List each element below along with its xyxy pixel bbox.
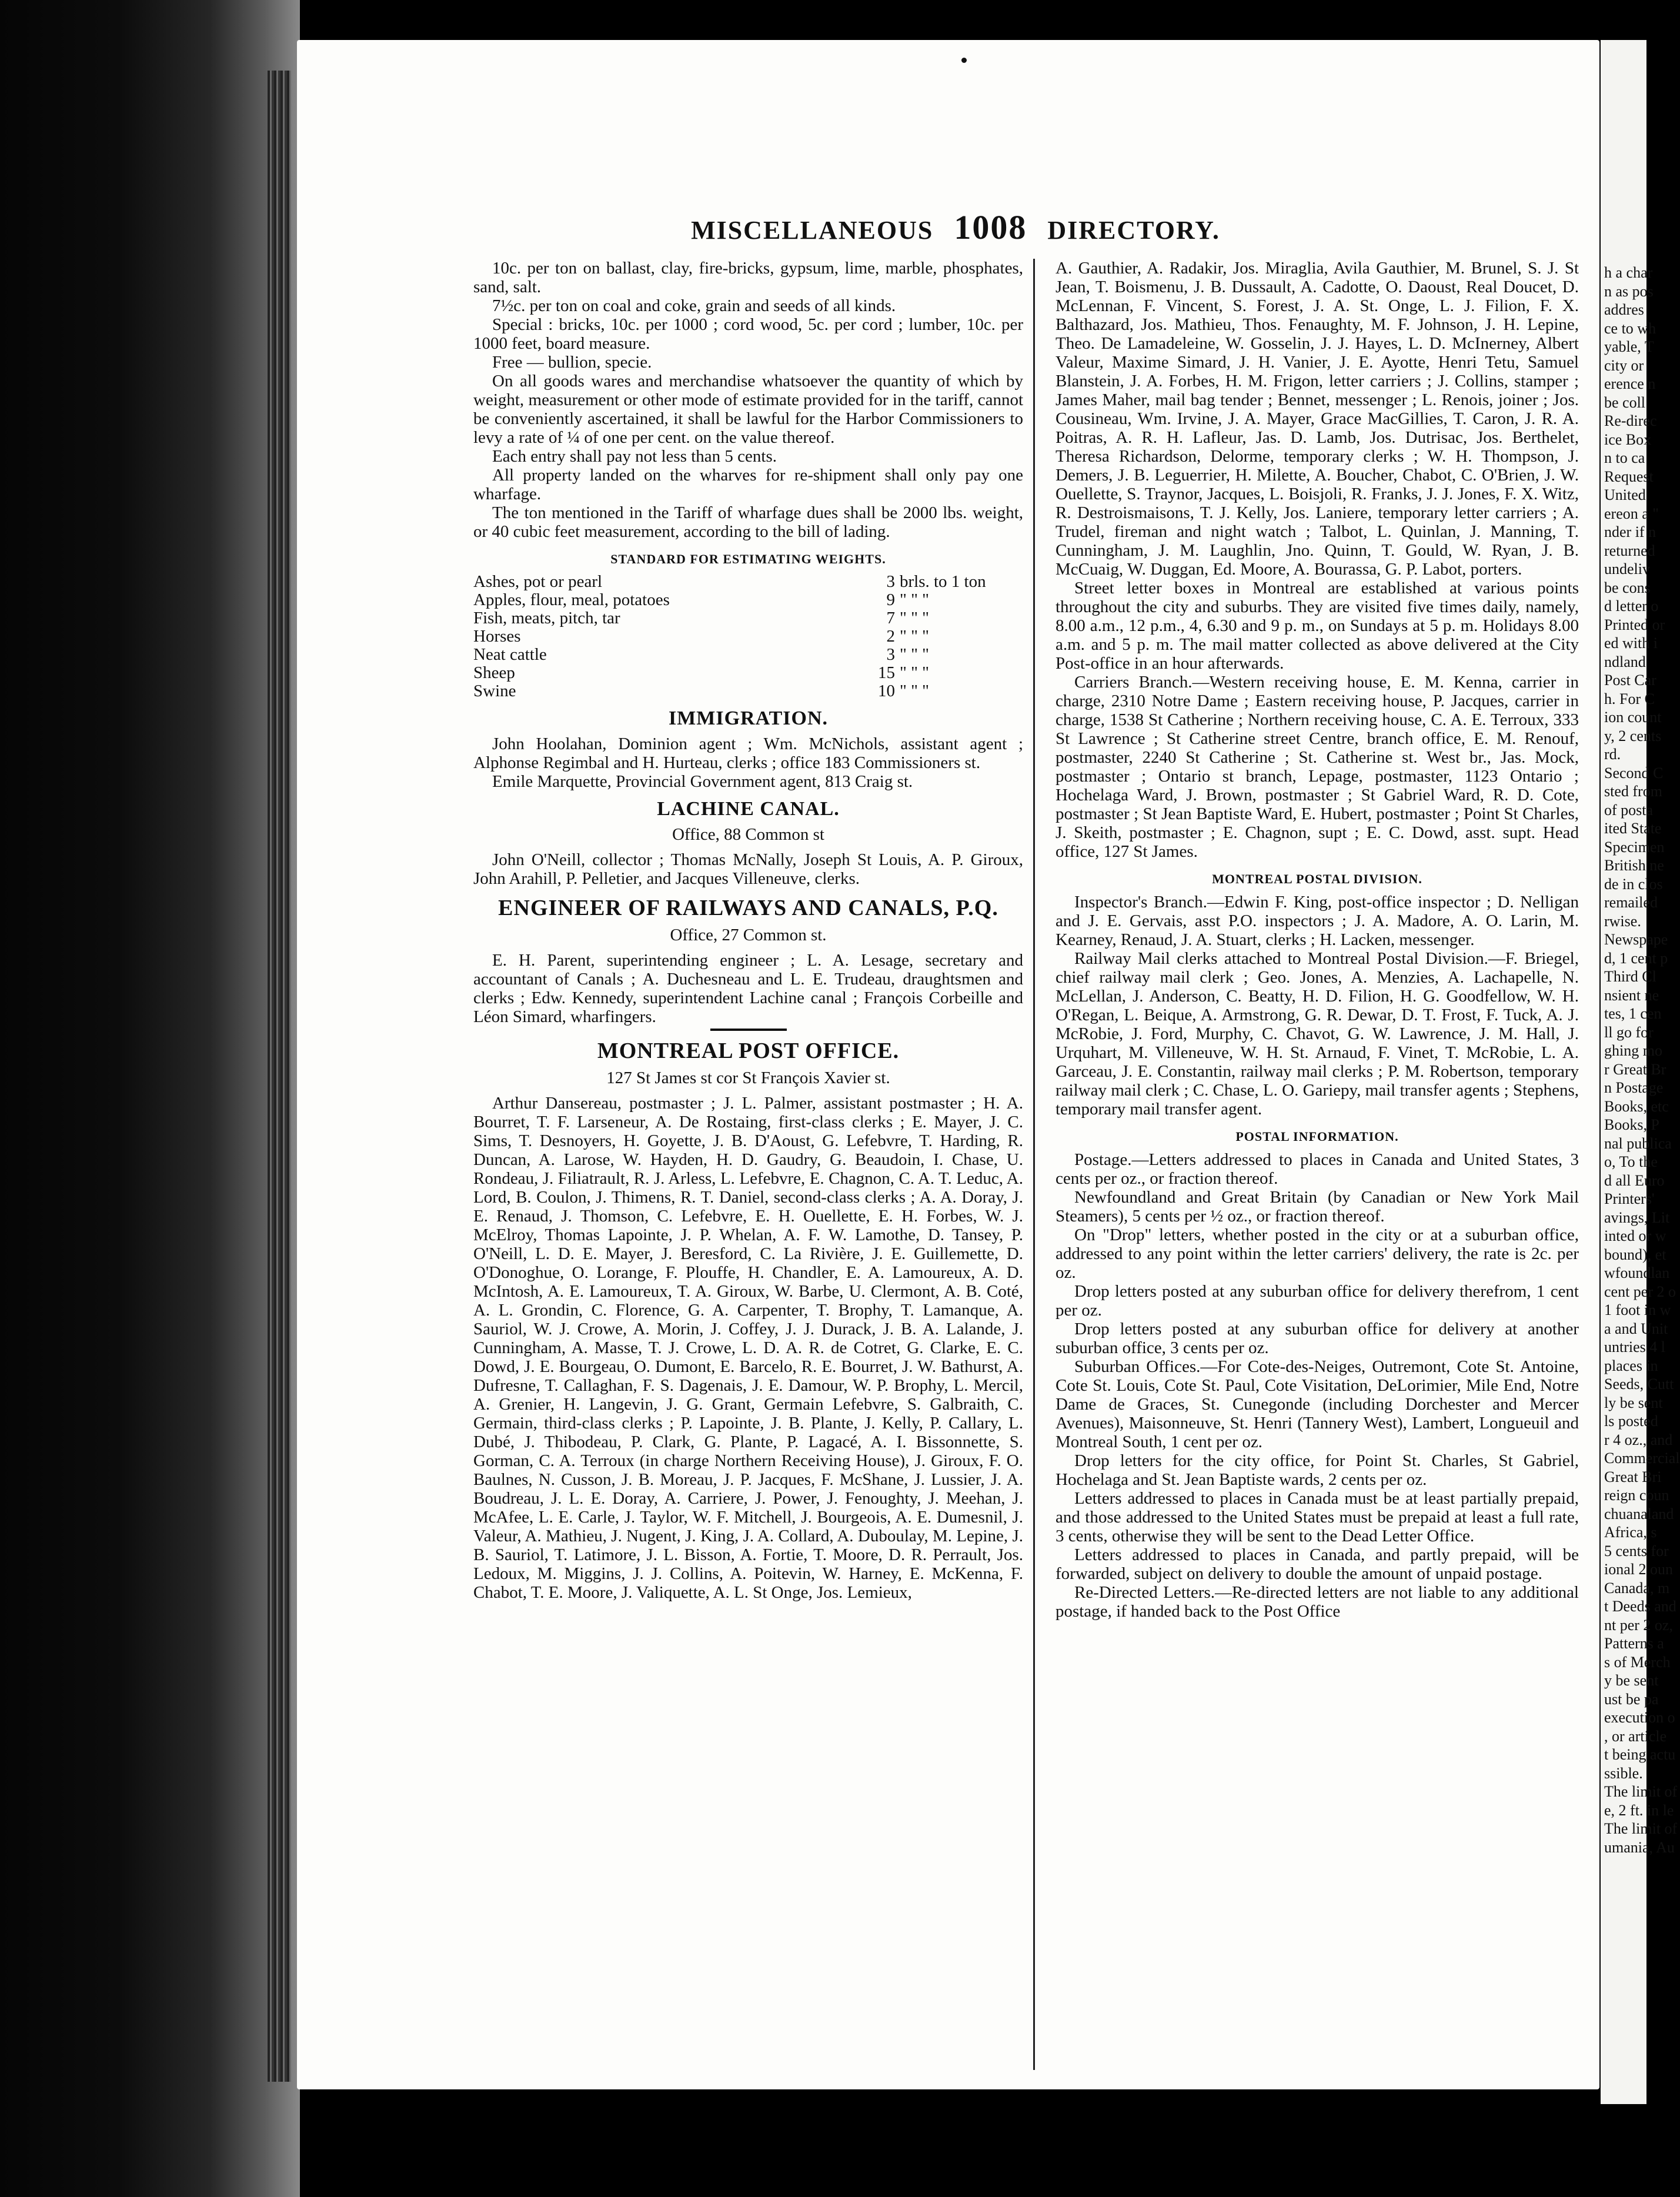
next-page-fragment: remailed: [1604, 894, 1658, 911]
ink-dot: [961, 58, 967, 63]
postal-info: Letters addressed to places in Canada, and partly prepaid, will be forwarded, subject on delivery to double the amount of unpaid postage.: [1056, 1545, 1579, 1583]
postal-info: Drop letters posted at any suburban office for delivery at another suburban office, 3 cents per oz.: [1056, 1320, 1579, 1357]
weight-unit: " " ": [900, 627, 930, 646]
next-page-fragment: The limit of: [1604, 1820, 1678, 1837]
tariff-line: All property landed on the wharves for re-shipment shall only pay one wharfage.: [473, 466, 1023, 503]
weight-value: 2: [886, 627, 895, 646]
weight-value: 3: [886, 645, 895, 664]
weight-item: Horses: [473, 627, 521, 646]
weights-row: [473, 573, 1023, 591]
weight-value: 7: [886, 609, 895, 627]
next-page-fragment: Request: [1604, 468, 1654, 485]
next-page-fragment: The limit of: [1604, 1783, 1678, 1800]
weight-unit: " " ": [900, 590, 930, 609]
weight-value: 3: [886, 572, 895, 591]
next-page-fragment: yable, T: [1604, 338, 1654, 355]
next-page-fragment: ust be pa: [1604, 1690, 1659, 1708]
right-column: [1056, 259, 1579, 1621]
next-page-fragment: y, 2 cents: [1604, 727, 1662, 744]
tariff-line: Special : bricks, 10c. per 1000 ; cord wood, 5c. per cord ; lumber, 10c. per 1000 feet, board measure.: [473, 315, 1023, 353]
lachine-heading: LACHINE CANAL.: [657, 798, 840, 820]
page-header: [456, 208, 1455, 247]
weight-unit: " " ": [900, 663, 930, 682]
postal-info: Postage.—Letters addressed to places in Canada and United States, 3 cents per oz., or fraction thereof.: [1056, 1150, 1579, 1188]
section-rule: [710, 1029, 787, 1031]
next-page-fragment: Printed or: [1604, 616, 1665, 633]
next-page-fragment: o, To the: [1604, 1153, 1658, 1170]
next-page-fragment: Post Car: [1604, 672, 1656, 689]
next-page-fragment: ereon a ": [1604, 505, 1659, 522]
next-page-fragment: bound), et: [1604, 1246, 1666, 1263]
weight-item: Ashes, pot or pearl: [473, 572, 603, 591]
next-page-fragment: Second C: [1604, 764, 1664, 782]
lachine-entry: John O'Neill, collector ; Thomas McNally, Joseph St Louis, A. P. Giroux, John Arahill, P. Pelletier, and Jacques Villeneuve, clerks.: [473, 850, 1023, 888]
next-page-fragment: sted from: [1604, 783, 1662, 800]
weight-value: 10: [878, 682, 895, 700]
tariff-line: The ton mentioned in the Tariff of wharfage dues shall be 2000 lbs. weight, or 40 cubic feet measurement, according to the bill of lading.: [473, 503, 1023, 541]
postal-info: Drop letters for the city office, for Point St. Charles, St Gabriel, Hochelaga and St. Jean Baptiste wards, 2 cents per oz.: [1056, 1451, 1579, 1489]
next-page-fragment: r 4 oz., and: [1604, 1431, 1673, 1448]
next-page-fragment: ssible.: [1604, 1764, 1643, 1782]
weight-item: Neat cattle: [473, 645, 547, 664]
next-page-fragment: d all Euro: [1604, 1171, 1665, 1189]
inspector-branch: Inspector's Branch.—Edwin F. King, post-office inspector ; D. Nelligan and J. E. Gervais, asst P.O. inspectors ; J. A. Madore, A. O. Larin, M. Kearney, Renaud, J. A. Stuart, clerks ; H. Lacken, messenger.: [1056, 893, 1579, 949]
next-page-fragment: cent per 2 o: [1604, 1283, 1676, 1300]
next-page-top-margin: [1601, 40, 1646, 263]
next-page-fragment: Books, etc: [1604, 1097, 1669, 1115]
book-binding: [0, 0, 300, 2197]
weights-row: [473, 591, 1023, 609]
next-page-fragment: umania, Au: [1604, 1838, 1675, 1856]
tariff-line: 7½c. per ton on coal and coke, grain and seeds of all kinds.: [492, 296, 896, 315]
next-page-fragment: n as pos: [1604, 282, 1654, 300]
post-office-heading: MONTREAL POST OFFICE.: [597, 1039, 900, 1063]
next-page-fragment: inted or w: [1604, 1227, 1666, 1244]
weight-item: Fish, meats, pitch, tar: [473, 609, 620, 627]
next-page-fragment: tes, 1 cen: [1604, 1005, 1662, 1022]
next-page-fragment: ly be sent: [1604, 1394, 1663, 1411]
next-page-fragment: of posta: [1604, 801, 1654, 819]
weight-item: Swine: [473, 682, 516, 700]
next-page-fragment: e, 2 ft. in le: [1604, 1801, 1674, 1819]
weight-item: Sheep: [473, 663, 515, 682]
weight-unit: brls. to 1 ton: [900, 572, 986, 591]
next-page-fragment: nsient ne: [1604, 986, 1659, 1004]
binding-edge: [268, 71, 291, 2082]
next-page-fragment: d, 1 cent p: [1604, 949, 1668, 967]
postal-info: Suburban Offices.—For Cote-des-Neiges, Outremont, Cote St. Antoine, Cote St. Louis, Cote St. Paul, Cote Visitation, DeLorimier, Mile End, Notre Dame de Graces, St. Cunegonde (including Dorchester and Mercer Avenues), Maisonneuve, St. Henri (Tannery West), Lambert, Longueuil and Montreal South, 1 cent per oz.: [1056, 1357, 1579, 1451]
next-page-fragment: avings, Lit: [1604, 1208, 1670, 1226]
next-page-fragment: returned: [1604, 542, 1655, 559]
next-page-fragment: rd.: [1604, 746, 1621, 763]
next-page-fragment: ce to wh: [1604, 319, 1656, 337]
engineer-office: Office, 27 Common st.: [670, 926, 827, 944]
next-page-fragment: erence n: [1604, 375, 1656, 392]
next-page-fragment: Printers': [1604, 1190, 1655, 1207]
postal-info: Re-Directed Letters.—Re-directed letters are not liable to any additional postage, if handed back to the Post Office: [1056, 1583, 1579, 1621]
weight-value: 15: [878, 663, 895, 682]
next-page-fragment: d letter o: [1604, 597, 1659, 615]
next-page-fragment: t being actu: [1604, 1746, 1676, 1763]
post-office-address: 127 St James st cor St François Xavier st.: [606, 1069, 890, 1087]
weights-row: [473, 646, 1023, 664]
next-page-fragment: Africa, s: [1604, 1524, 1657, 1541]
postal-info-heading: POSTAL INFORMATION.: [1235, 1129, 1399, 1144]
next-page-fragment: rwise.: [1604, 912, 1641, 930]
next-page-fragment: ll go for: [1604, 1023, 1654, 1041]
next-page-fragment: Seeds, Cutt: [1604, 1375, 1674, 1393]
postal-info: Newfoundland and Great Britain (by Canadian or New York Mail Steamers), 5 cents per ½ oz., or fraction thereof.: [1056, 1188, 1579, 1226]
next-page-fragment: de in clos: [1604, 875, 1663, 893]
next-page-fragment: Canada, m: [1604, 1579, 1670, 1597]
left-column: [473, 259, 1023, 1602]
next-page-fragment: h. For C: [1604, 690, 1655, 707]
next-page-edge: [1601, 40, 1680, 2104]
weights-heading: STANDARD FOR ESTIMATING WEIGHTS.: [610, 552, 886, 566]
weight-value: 9: [886, 590, 895, 609]
postal-info: On "Drop" letters, whether posted in the city or at a suburban office, addressed to any point within the letter carriers' delivery, the rate is 2c. per oz.: [1056, 1226, 1579, 1282]
postal-info: Drop letters posted at any suburban office for delivery therefrom, 1 cent per oz.: [1056, 1282, 1579, 1320]
next-page-fragment: places in: [1604, 1357, 1658, 1374]
immigration-entry: Emile Marquette, Provincial Government agent, 813 Craig st.: [492, 772, 913, 791]
next-page-fragment: ice Box: [1604, 430, 1652, 448]
column-divider: [1033, 259, 1035, 2070]
lachine-office: Office, 88 Common st: [672, 825, 824, 844]
next-page-fragment: y be sent: [1604, 1672, 1659, 1689]
next-page-fragment: Newspape: [1604, 931, 1668, 948]
next-page-fragment: ls posted: [1604, 1413, 1658, 1430]
next-page-fragment: British ne: [1604, 857, 1664, 874]
weights-row: [473, 682, 1023, 700]
next-page-fragment: r Great Br: [1604, 1060, 1666, 1078]
tariff-line: Each entry shall pay not less than 5 cents.: [492, 447, 777, 466]
weights-row: [473, 664, 1023, 682]
carriers-branch: Carriers Branch.—Western receiving house, E. M. Kenna, carrier in charge, 2310 Notre Dame ; Eastern receiving house, P. Jacques, carrier in charge, 1538 St Catherine ; Northern receiving house, C. A. E. Terroux, 333 St Lawrence ; St Catherine street Centre, branch office, E. M. Renouf, postmaster, 2240 St Catherine ; St. Catherine st. West br., Jas. Mock, postmaster ; Ontario st branch, Lepage, postmaster, 1123 Ontario ; Hochelaga Ward, J. Brown, postmaster ; St Gabriel Ward, R. D. Cote, postmaster ; St Jean Baptiste Ward, E. Hubert, postmaster ; Point St Charles, J. Skeith, postmaster ; E. Chagnon, supt ; E. C. Dowd, asst. supt. Head office, 127 St James.: [1056, 673, 1579, 861]
next-page-fragment: ghing mo: [1604, 1042, 1662, 1059]
next-page-fragment: United: [1604, 486, 1646, 503]
tariff-line: Free — bullion, specie.: [492, 353, 652, 372]
weight-unit: " " ": [900, 682, 930, 700]
next-page-fragment: n Postage: [1604, 1079, 1664, 1096]
postal-info: Letters addressed to places in Canada must be at least partially prepaid, and those addressed to the United States must be prepaid at least a full rate, 3 cents, otherwise they will be sent to the Dead Letter Office.: [1056, 1489, 1579, 1545]
next-page-fragment: addres: [1604, 301, 1644, 318]
railway-mail-clerks: Railway Mail clerks attached to Montreal Postal Division.—F. Briegel, chief railway mail clerk ; Geo. Jones, A. Menzies, A. Lachapelle, N. McLellan, J. Anderson, C. Beatty, H. D. Filion, H. G. Goodfellow, W. H. O'Regan, L. Beique, A. Armstrong, G. R. Dewar, D. T. Frost, F. Tuck, A. J. McRobie, J. Ford, Murphy, C. Chavot, G. W. Lawrence, J. M. Hall, J. Urquhart, M. Villeneuve, W. H. St. Arnaud, F. Vinet, T. McRobie, L. A. Garceau, J. E. Constantin, railway mail clerks ; P. M. Robertson, temporary railway mail clerk ; C. Chase, L. O. Gariepy, mail transfer agents ; Stephens, temporary mail transfer agent.: [1056, 949, 1579, 1118]
next-page-fragment: , or article: [1604, 1727, 1667, 1745]
next-page-fragment: s of Merch: [1604, 1653, 1671, 1671]
next-page-fragment: Commercial: [1604, 1450, 1680, 1467]
tariff-line: 10c. per ton on ballast, clay, fire-bricks, gypsum, lime, marble, phosphates, sand, salt.: [473, 259, 1023, 296]
page-number: 1008: [954, 208, 1027, 246]
next-page-fragment: nder if n: [1604, 523, 1656, 540]
next-page-fragment: city or: [1604, 356, 1644, 374]
header-right: DIRECTORY.: [1047, 216, 1220, 245]
next-page-fragment: Books, P: [1604, 1116, 1659, 1133]
next-page-fragment: be coll: [1604, 393, 1646, 411]
weight-unit: " " ": [900, 645, 930, 664]
weight-unit: " " ": [900, 609, 930, 627]
staff-continued: A. Gauthier, A. Radakir, Jos. Miraglia, Avila Gauthier, M. Brunel, S. J. St Jean, T. Boismenu, J. B. Dussault, A. Cadotte, O. Daoust, Real Doucet, D. McLennan, F. Vincent, S. Forest, J. A. St. Onge, L. J. Filion, F. X. Balthazard, Jos. Mathieu, Thos. Fenaughty, M. F. Johnson, J. H. Lepine, Theo. De Lamadeleine, W. Gosselin, J. J. Hayes, L. D. McInerney, Albert Valeur, Maxime Simard, J. H. Vanier, J. E. Ayotte, Henri Tetu, Samuel Blanstein, J. A. Forbes, H. M. Frigon, letter carriers ; J. Collins, stamper ; James Maher, mail bag tender ; Bennet, messenger ; L. Renois, joiner ; Jos. Cousineau, Wm. Irvine, J. A. Mayer, Grace MacGillies, T. Caron, J. R. A. Poitras, A. R. H. Lafleur, Jas. D. Lamb, Jos. Dutrisac, Jos. Berthelet, Theresa Richardson, Delorme, temporary clerks ; W. H. Thompson, J. Demers, J. B. Leguerrier, H. Milette, A. Boucher, Chabot, C. O'Brien, J. W. Ouellette, S. Traynor, Jacques, L. Boisjoli, R. Franks, J. J. Jones, F. X. Witz, R. Destroismaisons, T. J. Kelly, Jos. Laniere, temporary letter carriers ; A. Trudel, fireman and night watch ; Talbot, L. Quinlan, J. Manning, T. Cunningham, J. M. Laughlin, Jno. Quinn, T. Gould, W. Ryan, J. B. McCuaig, W. Duggan, Ed. Moore, A. Bourassa, G. P. Labot, porters.: [1056, 259, 1579, 579]
next-page-fragment: ed with i: [1604, 635, 1658, 652]
immigration-entry: John Hoolahan, Dominion agent ; Wm. McNichols, assistant agent ; Alphonse Regimbal and H. Hurteau, clerks ; office 183 Commissioners st.: [473, 734, 1023, 772]
next-page-fragment: untries 4 l: [1604, 1338, 1665, 1355]
next-page-fragment: nal publica: [1604, 1134, 1672, 1152]
next-page-fragment: nt per 2 oz,: [1604, 1616, 1673, 1634]
immigration-heading: IMMIGRATION.: [668, 707, 829, 729]
next-page-fragment: 5 cents for: [1604, 1542, 1669, 1560]
street-boxes: Street letter boxes in Montreal are established at various points throughout the city and suburbs. They are visited five times daily, namely, 8.00 a.m., 12 p.m., 4, 6.30 and 9 p. m., on Sundays at 5 p. m. Holidays 8.00 a.m. and 5 p. m. The mail matter collected as above delivered at the City Post-office in an hour afterwards.: [1056, 579, 1579, 673]
next-page-fragment: ited State: [1604, 820, 1662, 837]
next-page-fragment: t Deeds and: [1604, 1598, 1676, 1615]
weights-table: [473, 573, 1023, 700]
next-page-fragment: be cons: [1604, 579, 1651, 596]
header-left: MISCELLANEOUS: [691, 216, 934, 245]
next-page-fragment: ion count: [1604, 709, 1662, 726]
next-page-fragment: execution o: [1604, 1709, 1675, 1726]
engineer-heading: ENGINEER OF RAILWAYS AND CANALS, P.Q.: [498, 896, 998, 920]
next-page-fragment: Third Cl: [1604, 968, 1656, 985]
weight-item: Apples, flour, meal, potatoes: [473, 590, 670, 609]
division-heading: MONTREAL POSTAL DIVISION.: [1212, 872, 1422, 886]
next-page-fragment: h a char: [1604, 264, 1653, 281]
weights-row: [473, 609, 1023, 627]
next-page-fragment: wfoundlan: [1604, 1264, 1670, 1281]
post-office-staff: Arthur Dansereau, postmaster ; J. L. Palmer, assistant postmaster ; H. A. Bourret, T. F. Larseneur, A. De Rostaing, first-class clerks ; E. Mayer, J. C. Sims, T. Desnoyers, H. Goyette, J. B. D'Aoust, G. Lefebvre, T. Harding, R. Duncan, A. Larose, W. Hayden, H. D. Gaudry, G. Beaudoin, I. Chase, U. Rondeau, J. Filiatrault, R. J. Arless, L. Lefebvre, E. Chagnon, C. A. T. Leduc, A. Lord, B. Coulon, J. Thimens, R. T. Daniel, second-class clerks ; A. A. Doray, J. E. Renaud, J. Thomson, C. Lefebvre, E. H. Ouellette, E. H. Forbes, W. J. McElroy, Thomas Lapointe, J. P. Whelan, A. F. W. Lamothe, D. Tansey, P. O'Neill, L. D. E. Mayer, J. Beresford, C. La Rivière, J. E. Guillemette, D. O'Donoghue, O. Lorange, F. Plouffe, H. Chandler, E. A. Lamoureux, A. D. McIntosh, A. E. Lamoureux, T. A. Giroux, W. Barbe, U. Clermont, A. B. Coté, A. L. Grondin, C. Florence, G. A. Carpenter, T. Brophy, T. Lamanque, A. Sauriol, W. J. Crowe, A. Morin, J. Coffey, J. J. Durack, J. B. A. Lalande, J. Cunningham, A. Masse, T. J. Crowe, L. D. A. R. de Cotret, G. Clarke, E. C. Dowd, J. E. Bourgeau, O. Dumont, E. Barcelo, R. E. Bourret, J. W. Bathurst, A. Dufresne, T. Callaghan, F. S. Dagenais, J. E. Damour, W. P. Brophy, L. Mercil, A. Grenier, H. Langevin, J. G. Grant, Germain Lefebvre, S. Galbraith, C. Germain, third-class clerks ; P. Lapointe, J. B. Plante, J. Kelly, P. Callary, L. Dubé, J. Thibodeau, P. Clark, G. Plante, P. Lagacé, A. I. Bissonnette, S. Gorman, C. A. Terroux (in charge Northern Receiving House), J. Giroux, F. O. Baulnes, N. Cusson, J. B. Moreau, J. P. Jacques, F. McShane, J. Lussier, J. A. Boudreau, J. L. E. Doray, A. Carriere, J. Power, J. Fenoughty, J. Meehan, J. McAfee, L. E. Carle, J. Taylor, W. F. Mitchell, J. Bourgeois, A. E. Dumesnil, J. Valeur, A. Mathieu, J. Nugent, J. King, J. A. Collard, A. Duboulay, M. Lepine, J. B. Sauriol, T. Latimore, J. L. Bisson, A. Fortie, T. Moore, D. R. Perrault, Jos. Ledoux, M. Miggins, J. J. Collins, A. Poitevin, W. Harney, E. McKenna, F. Chabot, T. E. Moore, J. Valiquette, A. L. St Onge, Jos. Lemieux,: [473, 1094, 1023, 1602]
next-page-fragment: a and Unit: [1604, 1320, 1668, 1337]
next-page-fragment: Patterns a: [1604, 1635, 1664, 1652]
weights-row: [473, 627, 1023, 646]
next-page-fragment: 1 foot in w: [1604, 1301, 1671, 1318]
next-page-fragment: undeliv: [1604, 560, 1650, 577]
next-page-fragment: Great Bri: [1604, 1468, 1662, 1485]
next-page-fragment: chuanaland: [1604, 1505, 1674, 1522]
tariff-line: On all goods wares and merchandise whatsoever the quantity of which by weight, measurement or other mode of estimate provided for in the tariff, cannot be conveniently ascertained, it shall be lawful for the Harbor Commissioners to levy a rate of ¼ of one per cent. on the value thereof.: [473, 372, 1023, 447]
engineer-entry: E. H. Parent, superintending engineer ; L. A. Lesage, secretary and accountant of Canals ; A. Duchesneau and L. E. Trudeau, draughtsmen and clerks ; Edw. Kennedy, superintendent Lachine canal ; François Corbeille and Léon Simard, wharfingers.: [473, 951, 1023, 1026]
next-page-fragment: ional 2 oun: [1604, 1561, 1673, 1578]
next-page-fragment: ndland: [1604, 653, 1646, 670]
next-page-fragment: n to ca: [1604, 449, 1645, 466]
next-page-fragment: Re-direc: [1604, 412, 1657, 429]
directory-page: [297, 40, 1599, 2089]
next-page-fragment: reign coun: [1604, 1487, 1669, 1504]
next-page-fragment: Specimen: [1604, 838, 1665, 856]
